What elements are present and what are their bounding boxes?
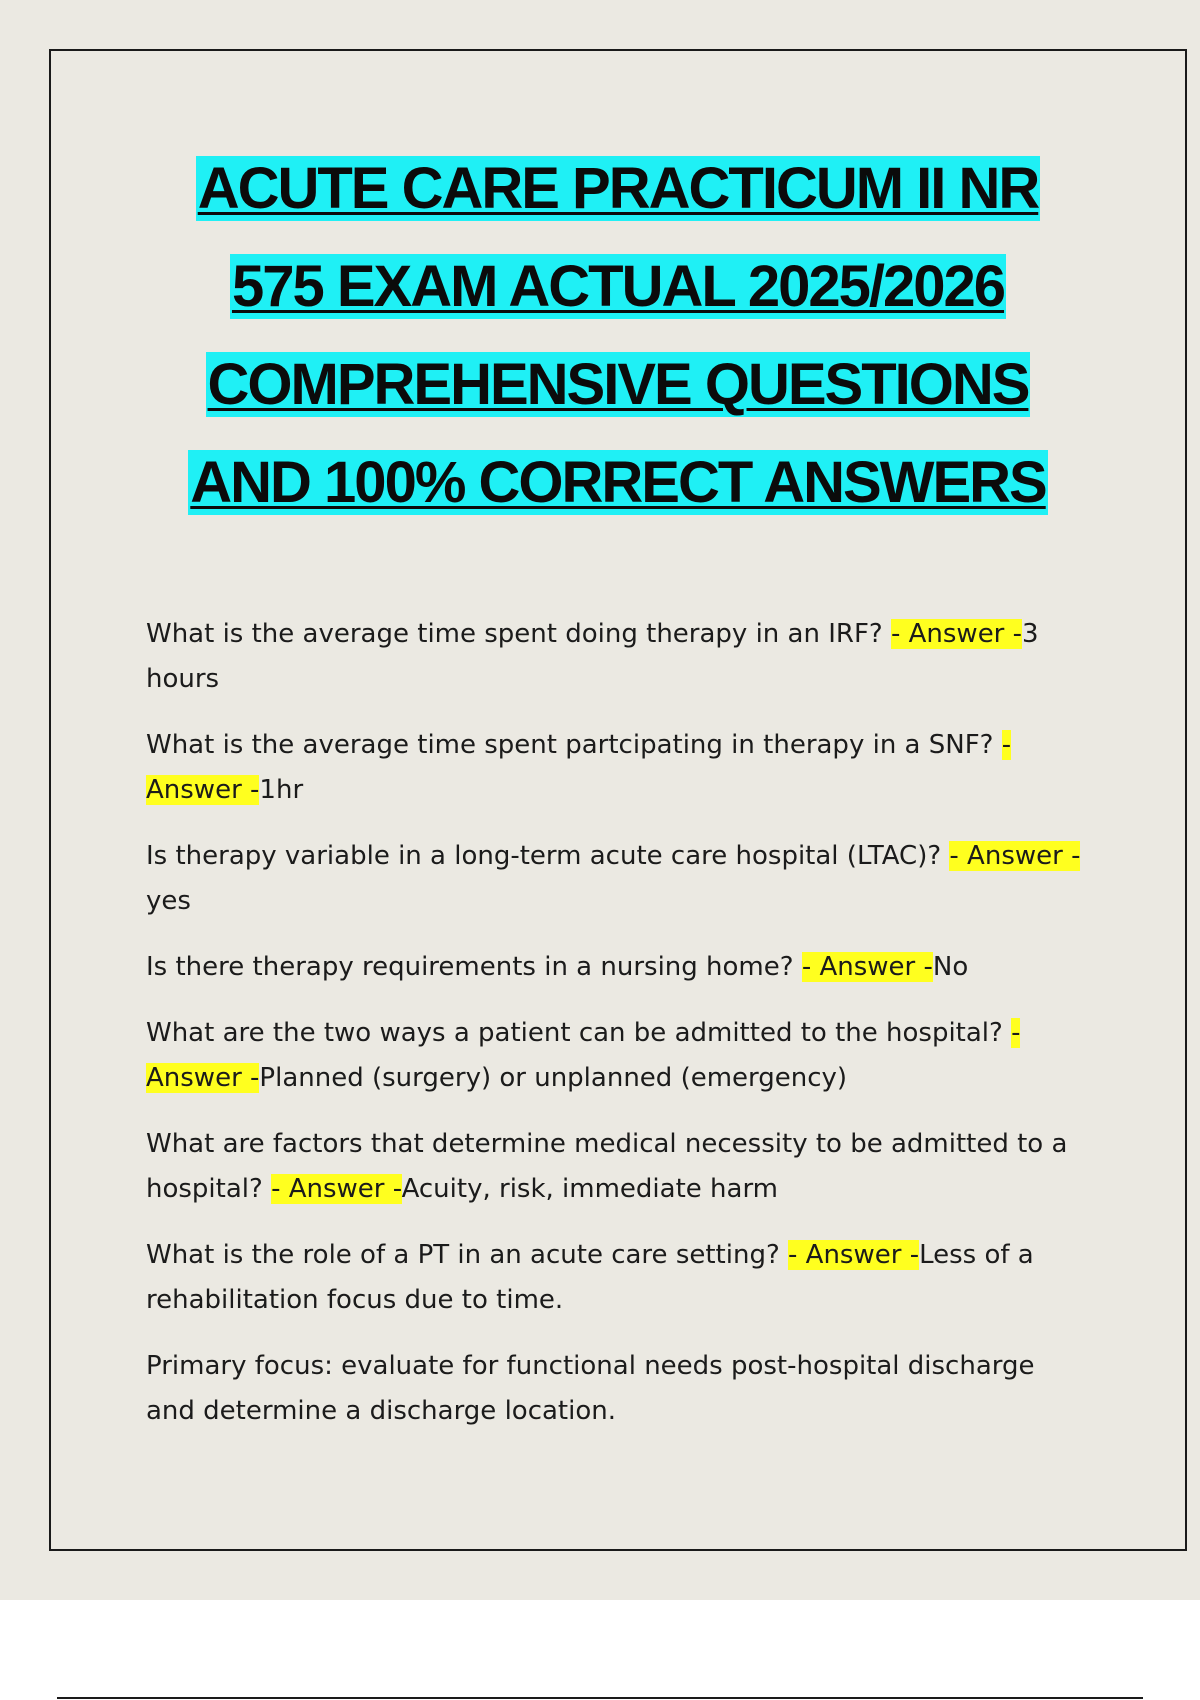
answer-marker: - Answer - (271, 1174, 402, 1204)
qa-item (146, 612, 1086, 702)
answer-marker: - Answer - (788, 1240, 920, 1270)
qa-item (146, 1233, 1086, 1323)
qa-list (146, 612, 1086, 1455)
answer-text: Acuity, risk, immediate harm (401, 1174, 779, 1204)
qa-item (146, 723, 1086, 813)
title-line (49, 336, 1187, 434)
title-line-text: ACUTE CARE PRACTICUM II NR (197, 156, 1039, 221)
question-text: What is the average time spent partcipating in therapy in a SNF? (146, 730, 1002, 760)
answer-marker: - Answer - (949, 841, 1081, 871)
question-text: What is the role of a PT in an acute care setting? (146, 1240, 789, 1270)
title-line (49, 434, 1187, 532)
title-line-text: COMPREHENSIVE QUESTIONS (207, 352, 1029, 417)
qa-item (146, 834, 1086, 924)
question-text: Is there therapy requirements in a nursing home? (146, 952, 802, 982)
qa-item (146, 1122, 1086, 1212)
answer-text: Less of a rehabilitation focus due to time. (146, 1240, 1034, 1315)
question-text: What are the two ways a patient can be admitted to the hospital? (146, 1018, 1012, 1048)
title-line (49, 140, 1187, 238)
answer-text: Planned (surgery) or unplanned (emergency) (259, 1063, 848, 1093)
answer-marker: - Answer - (146, 730, 1012, 805)
answer-marker: - Answer - (890, 619, 1023, 649)
answer-text: No (932, 952, 969, 982)
page-break-rule (57, 1697, 1143, 1699)
answer-text: 3 hours (146, 619, 1039, 694)
document-title (49, 140, 1187, 532)
title-line-text: AND 100% CORRECT ANSWERS (190, 450, 1046, 515)
question-text: What is the average time spent doing therapy in an IRF? (146, 619, 891, 649)
qa-item (146, 1011, 1086, 1101)
qa-item (146, 945, 1086, 990)
answer-marker: - Answer - (146, 1018, 1021, 1093)
question-text: Is therapy variable in a long-term acute care hospital (LTAC)? (146, 841, 950, 871)
answer-text: yes (146, 886, 191, 916)
title-line (49, 238, 1187, 336)
title-line-text: 575 EXAM ACTUAL 2025/2026 (231, 254, 1005, 319)
answer-marker: - Answer - (801, 952, 933, 982)
closing-paragraph: Primary focus: evaluate for functional needs post-hospital discharge and determine a discharge location. (146, 1351, 1035, 1426)
question-text: What are factors that determine medical necessity to be admitted to a hospital? (146, 1129, 1068, 1204)
answer-text: 1hr (259, 775, 304, 805)
